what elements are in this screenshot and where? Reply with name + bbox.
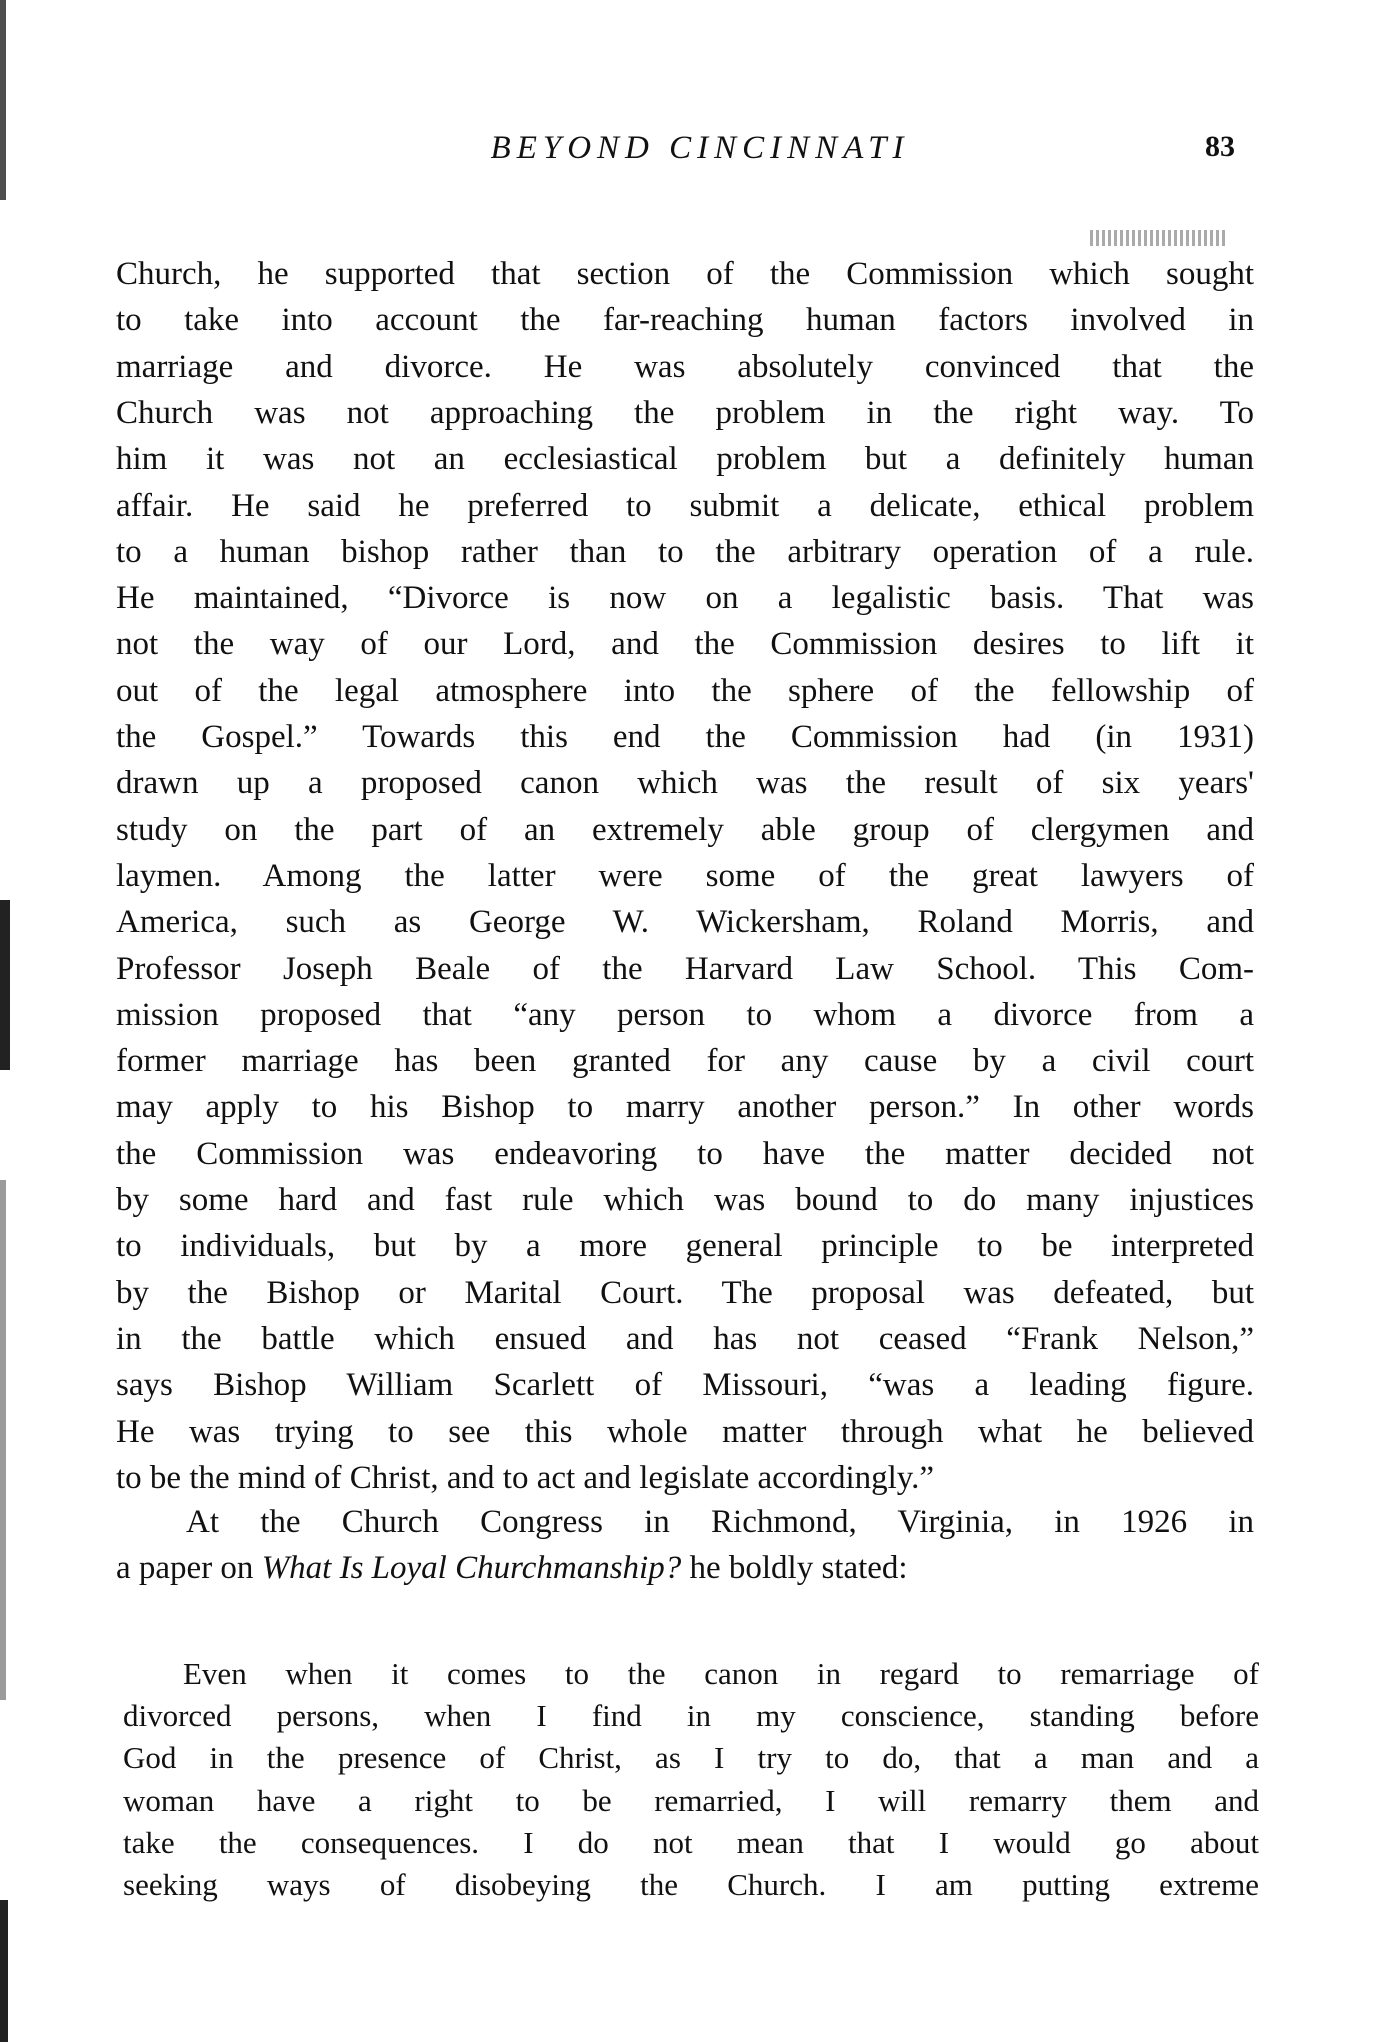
running-title: BEYOND CINCINNATI <box>490 130 910 166</box>
paragraph-line <box>116 1502 1254 1542</box>
text-line: seeking ways of disobeying the Church. I am putting extreme <box>123 1867 1259 1902</box>
page-number: 83 <box>1205 130 1235 163</box>
text-line: the Gospel.” Towards this end the Commission had (in 1931) <box>116 719 1254 755</box>
text-line: by some hard and fast rule which was bound to do many injustices <box>116 1182 1254 1218</box>
text-line: Church, he supported that section of the Commission which sought <box>116 256 1254 292</box>
text-line: marriage and divorce. He was absolutely convinced that the <box>116 348 1254 385</box>
text-line: the Commission was endeavoring to have the matter decided not <box>116 1135 1254 1172</box>
text-line: him it was not an ecclesiastical problem but a definitely human <box>116 441 1254 478</box>
paragraph-text: At the Church Congress in Richmond, Virginia, in 1926 in <box>186 1504 1254 1540</box>
ink-smudge <box>1090 230 1225 246</box>
paragraph-text: a paper on <box>116 1550 262 1586</box>
text-line: mission proposed that “any person to whom a divorce from a <box>116 996 1254 1033</box>
text-line: to take into account the far-reaching human factors involved in <box>116 302 1254 339</box>
page-header <box>0 130 1388 180</box>
scan-edge-shadow <box>0 1900 8 2042</box>
text-line: to be the mind of Christ, and to act and legislate accordingly.” <box>116 1459 935 1496</box>
text-line: not the way of our Lord, and the Commission desires to lift it <box>116 626 1254 663</box>
paper-title: What Is Loyal Churchmanship? <box>261 1550 682 1586</box>
text-line: by the Bishop or Marital Court. The proposal was defeated, but <box>116 1274 1254 1311</box>
text-line: affair. He said he preferred to submit a delicate, ethical problem <box>116 487 1254 524</box>
text-line: out of the legal atmosphere into the sphere of the fellowship of <box>116 672 1254 709</box>
text-line: may apply to his Bishop to marry another person.” In other words <box>116 1089 1254 1126</box>
text-line: divorced persons, when I find in my conscience, standing before <box>123 1698 1259 1734</box>
text-line: former marriage has been granted for any cause by a civil court <box>116 1043 1254 1080</box>
scan-edge-shadow <box>0 1180 6 1700</box>
text-line: to individuals, but by a more general principle to be interpreted <box>116 1228 1254 1265</box>
text-line: He was trying to see this whole matter through what he believed <box>116 1413 1254 1450</box>
text-line: in the battle which ensued and has not ceased “Frank Nelson,” <box>116 1320 1254 1357</box>
text-line: He maintained, “Divorce is now on a legalistic basis. That was <box>116 580 1254 617</box>
scan-edge-shadow <box>0 900 10 1070</box>
text-line: take the consequences. I do not mean that I would go about <box>123 1824 1259 1860</box>
paragraph-text: he boldly stated: <box>681 1550 908 1586</box>
text-line: to a human bishop rather than to the arbitrary operation of a rule. <box>116 533 1254 570</box>
text-line: Church was not approaching the problem in the right way. To <box>116 394 1254 431</box>
text-line: woman have a right to be remarried, I will remarry them and <box>123 1782 1259 1818</box>
text-line: says Bishop William Scarlett of Missouri, “was a leading figure. <box>116 1367 1254 1404</box>
text-line: Professor Joseph Beale of the Harvard Law School. This Com- <box>116 950 1254 987</box>
text-line: God in the presence of Christ, as I try to do, that a man and a <box>123 1740 1259 1776</box>
text-line: drawn up a proposed canon which was the result of six years' <box>116 765 1254 802</box>
text-line: America, such as George W. Wickersham, Roland Morris, and <box>116 904 1254 941</box>
text-line: laymen. Among the latter were some of the great lawyers of <box>116 857 1254 894</box>
text-line: Even when it comes to the canon in regard to remarriage of <box>183 1656 1259 1691</box>
paragraph-line <box>116 1548 908 1588</box>
text-line: study on the part of an extremely able group of clergymen and <box>116 811 1254 848</box>
